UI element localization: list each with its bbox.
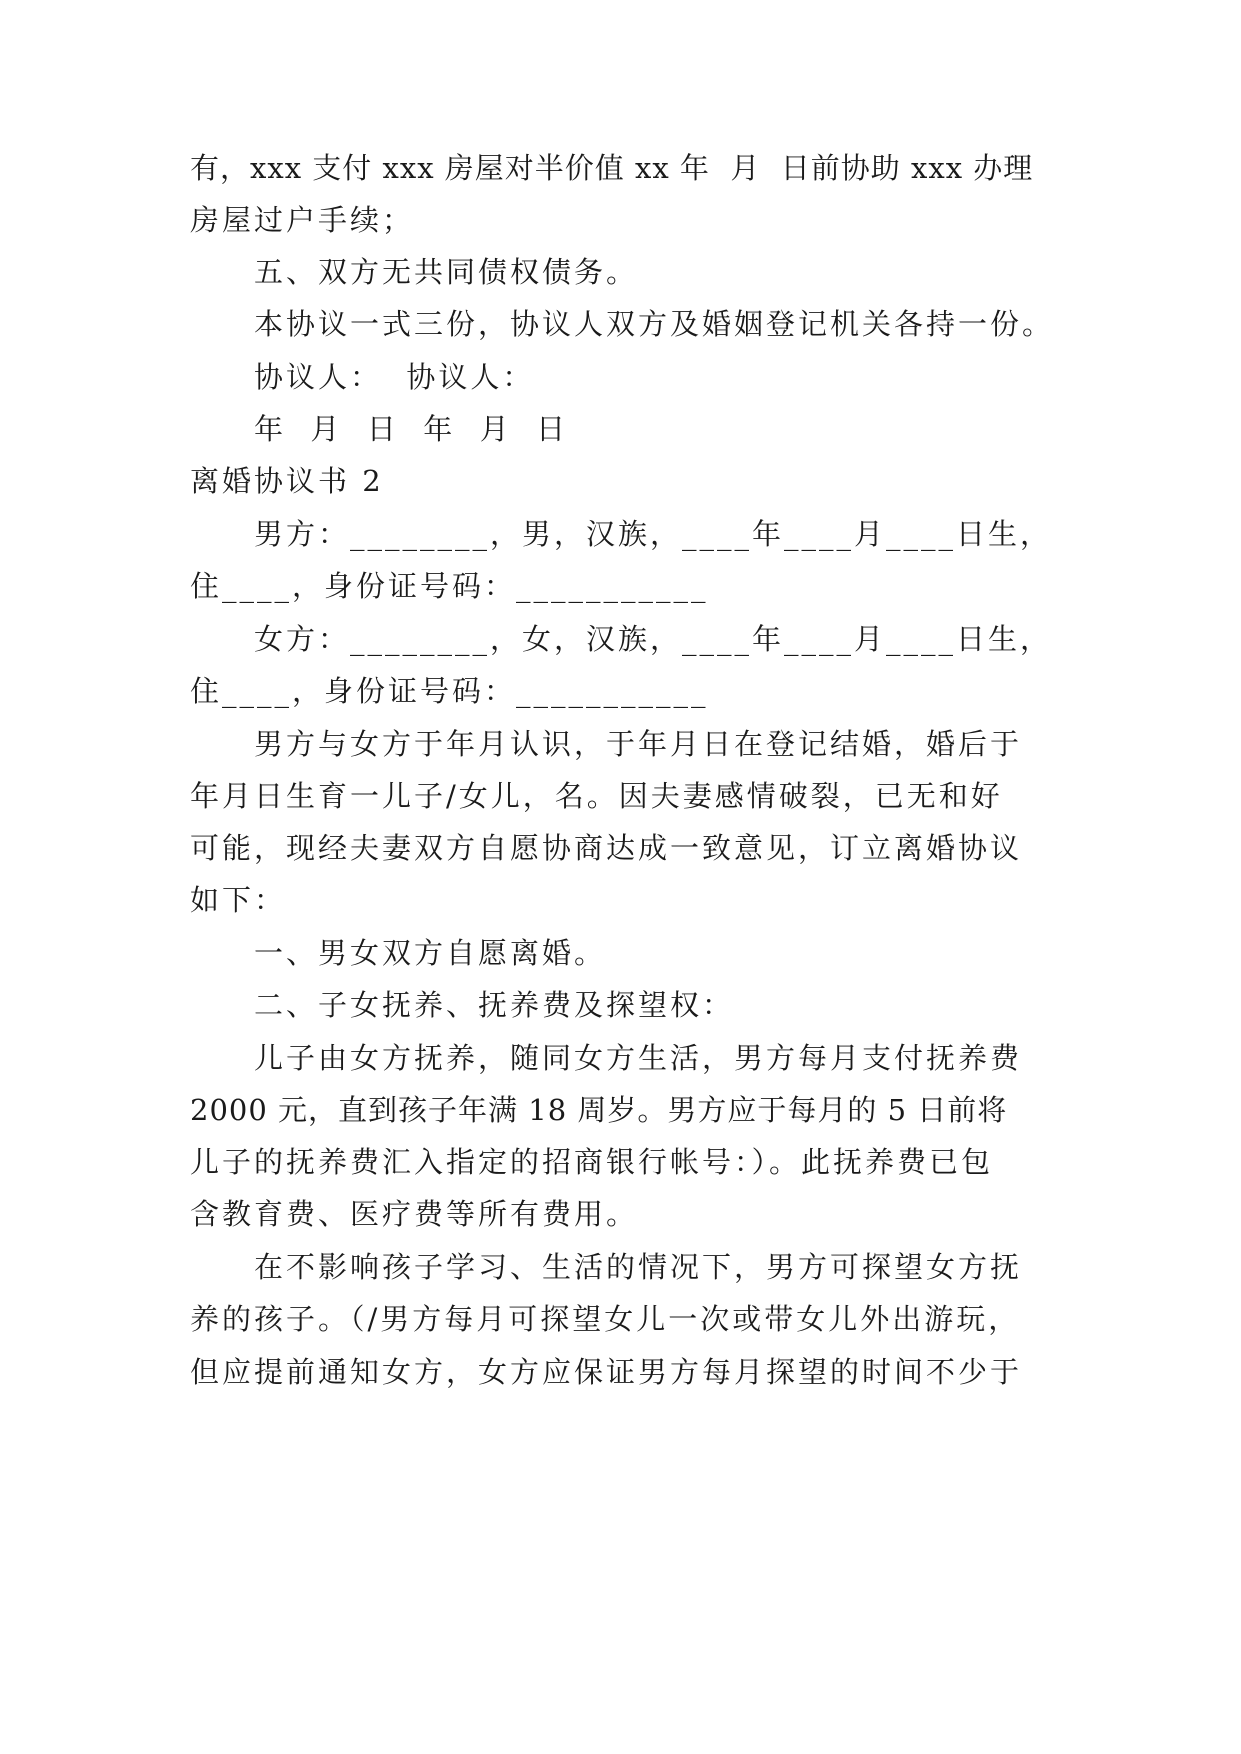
paragraph-line: 含教育费、医疗费等所有费用。 — [190, 1197, 639, 1231]
clause-two: 二、子女抚养、抚养费及探望权： — [254, 988, 735, 1022]
paragraph-line: 年月日生育一儿子/女儿，名。因夫妻感情破裂，已无和好 — [190, 779, 1003, 813]
paragraph-line: 养的孩子。（/男方每月可探望女儿一次或带女儿外出游玩， — [190, 1302, 1021, 1336]
male-party-info: 男方：________，男，汉族，____年____月____日生， — [254, 517, 1053, 551]
paragraph-line: 但应提前通知女方，女方应保证男方每月探望的时间不少于 — [190, 1355, 1023, 1389]
male-party-address: 住____，身份证号码：___________ — [190, 569, 709, 603]
paragraph-line: 2000 元，直到孩子年满 18 周岁。男方应于每月的 5 日前将 — [190, 1093, 1008, 1127]
paragraph-line: 房屋过户手续； — [190, 203, 415, 237]
paragraph-line: 男方与女方于年月认识，于年月日在登记结婚，婚后于 — [254, 727, 1023, 761]
paragraph-line: 在不影响孩子学习、生活的情况下，男方可探望女方抚 — [254, 1250, 1023, 1284]
female-party-info: 女方：________，女，汉族，____年____月____日生， — [254, 622, 1053, 656]
section-heading: 离婚协议书 2 — [190, 464, 384, 498]
paragraph-line: 儿子由女方抚养，随同女方生活，男方每月支付抚养费 — [254, 1041, 1023, 1075]
clause-five: 五、双方无共同债权债务。 — [254, 255, 639, 289]
paragraph-line: 有，xxx 支付 xxx 房屋对半价值 xx 年 月 日前协助 xxx 办理 — [190, 151, 1034, 185]
paragraph-line: 可能，现经夫妻双方自愿协商达成一致意见，订立离婚协议 — [190, 831, 1023, 865]
clause-one: 一、男女双方自愿离婚。 — [254, 936, 607, 970]
copies-statement: 本协议一式三份，协议人双方及婚姻登记机关各持一份。 — [254, 307, 1055, 341]
signature-dates: 年 月 日 年 月 日 — [254, 412, 569, 446]
signature-labels: 协议人： 协议人： — [254, 360, 535, 394]
female-party-address: 住____，身份证号码：___________ — [190, 674, 709, 708]
paragraph-line: 如下： — [190, 883, 287, 917]
paragraph-line: 儿子的抚养费汇入指定的招商银行帐号：）。此抚养费已包 — [190, 1145, 994, 1179]
